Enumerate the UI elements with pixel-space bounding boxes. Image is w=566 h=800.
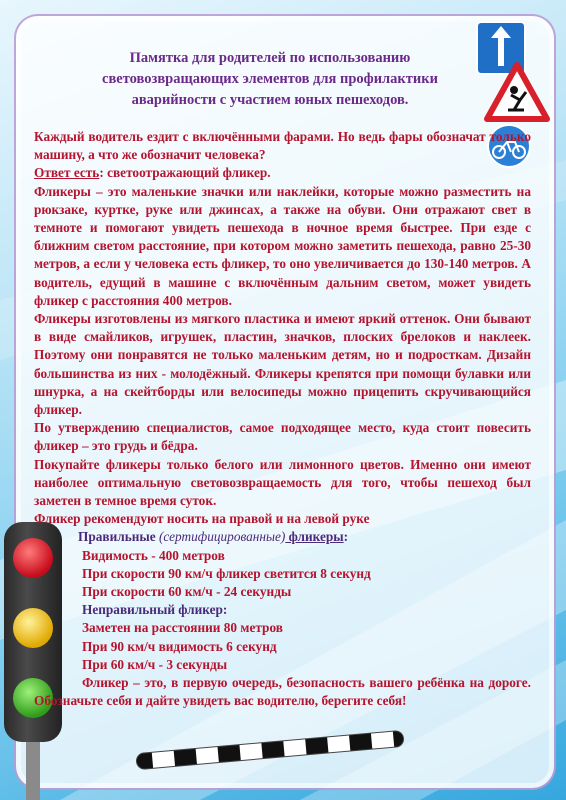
correct-item: При скорости 60 км/ч - 24 секунды [82,584,292,600]
correct-heading-colon: : [343,529,349,545]
correct-heading [34,528,531,546]
wrong-item: Заметен на расстоянии 80 метров [82,620,283,636]
page-title: Памятка для родителей по использованию световозвращающих элементов для профилактики аварийности с участием юных пешеходов. [102,50,438,108]
paragraph-2: Фликеры изготовлены из мягкого пластика и имеют яркий оттенок. Они бывают в виде смайликов, игрушек, пластин, значков, плоских брелоков и наклеек. Поэтому они понравятся не только маленьким детям, но и подросткам. Дизайн большинства из них - молодёжный. Фликеры крепятся при помощи булавки или шнурка, а на скейтборды или велосипеды можно прицепить скручивающийся фликер. [34,311,531,418]
correct-item: Видимость - 400 метров [82,547,225,563]
answer-text: : светоотражающий фликер. [99,165,271,181]
wrong-item: При 60 км/ч - 3 секунды [82,656,228,672]
barrier-icon [130,730,410,770]
paragraph-4: Покупайте фликеры только белого или лимонного цветов. Именно они имеют наиболее оптимальную световозвращаемость для того, чтобы пешеход был заметен в темное время суток. [34,456,531,509]
paragraph-5: Фликер рекомендуют носить на правой и на левой руке [34,511,370,527]
correct-item: При скорости 90 км/ч фликер светится 8 секунд [82,565,371,581]
correct-heading-a: Правильные [78,529,159,545]
correct-heading-italic: (сертифицированные) [159,529,286,545]
answer-line [34,164,531,182]
memo-body [34,128,531,711]
road-works-sign-icon [484,62,550,122]
final-paragraph: Фликер – это, в первую очередь, безопасность вашего ребёнка на дороге. Обозначьте себя и дайте увидеть вас водителю, берегите себя! [34,675,531,709]
wrong-heading: Неправильный фликер: [82,602,228,618]
paragraph-1: Фликеры – это маленькие значки или наклейки, которые можно разместить на рюкзаке, куртке, руке или джинсах, а также на обуви. Они отражают свет в темноте и помогают увидеть пешехода в ночное время быстрее. При езде с ближним светом расстояние, при котором можно заметить пешехода, равно 25-30 метров, а если у человека есть фликер, то оно увеличивается до 130-140 метров. А водитель, едущий в машине с включённым дальним светом, может увидеть фликер с расстояния 400 метров. [34,183,531,308]
intro-paragraph: Каждый водитель ездит с включёнными фарами. Но ведь фары обозначат только машину, а что же обозначит человека? [34,129,531,163]
wrong-item: При 90 км/ч видимость 6 секунд [82,638,277,654]
correct-heading-link: фликеры [285,529,344,545]
traffic-light-pole [26,742,40,800]
paragraph-3: По утверждению специалистов, самое подходящее место, куда стоит повесить фликер – это грудь и бёдра. [34,420,531,454]
answer-label: Ответ есть [34,165,100,181]
